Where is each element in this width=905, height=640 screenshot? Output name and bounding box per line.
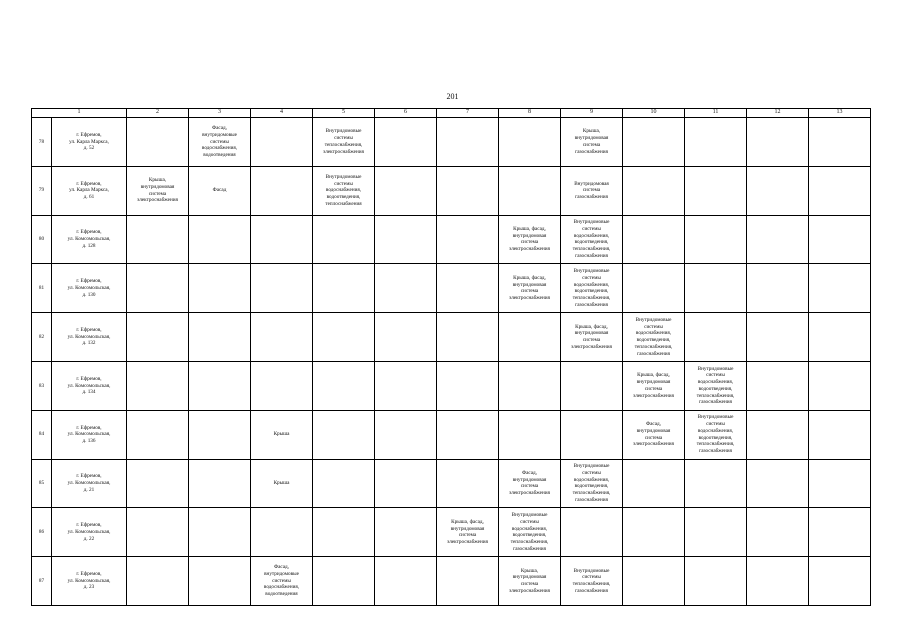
address-cell	[52, 118, 127, 167]
work-cell	[685, 118, 747, 167]
work-cell	[189, 410, 251, 459]
cell-text: г. Ефремов, ул. Комсомольская, д. 132	[67, 326, 111, 347]
table-row	[32, 313, 871, 362]
work-cell	[747, 557, 809, 606]
work-cell	[685, 264, 747, 313]
work-cell	[499, 264, 561, 313]
work-cell	[375, 508, 437, 557]
cell-text: Внутридомовые системы водоснабжения, водоотведения, теплоснабжения, газоснабжения	[696, 365, 735, 406]
cell-text: Внутридомовые системы теплоснабжения, электроснабжения	[323, 128, 364, 155]
work-cell	[313, 410, 375, 459]
column-header-3: 3	[189, 109, 251, 118]
work-cell	[809, 264, 871, 313]
work-cell	[809, 508, 871, 557]
work-cell	[375, 557, 437, 606]
repair-schedule-table	[31, 108, 871, 606]
cell-text: г. Ефремов, ул. Комсомольская, д. 22	[67, 522, 111, 542]
work-cell	[685, 166, 747, 215]
work-cell	[189, 166, 251, 215]
work-cell	[251, 215, 313, 264]
work-cell	[437, 264, 499, 313]
work-cell	[561, 215, 623, 264]
work-cell	[127, 118, 189, 167]
work-cell	[127, 361, 189, 410]
cell-text: г. Ефремов, ул. Карла Маркса, д. 52	[69, 131, 109, 152]
work-cell	[189, 118, 251, 167]
cell-text: Крыша, внутридомовая система газоснабжения	[574, 128, 609, 155]
work-cell	[189, 264, 251, 313]
page-number: 201	[446, 92, 459, 101]
cell-text: Фасад, внутридомовая система электроснабжения	[633, 421, 674, 448]
work-cell	[437, 166, 499, 215]
work-cell	[251, 118, 313, 167]
work-cell	[437, 313, 499, 362]
address-cell	[52, 361, 127, 410]
work-cell	[127, 557, 189, 606]
work-cell	[499, 361, 561, 410]
work-cell	[685, 508, 747, 557]
work-cell	[251, 557, 313, 606]
address-cell	[52, 508, 127, 557]
row-number: 87	[32, 557, 52, 606]
work-cell	[375, 215, 437, 264]
cell-text: г. Ефремов, ул. Комсомольская, д. 23	[67, 570, 111, 591]
work-cell	[375, 361, 437, 410]
work-cell	[251, 410, 313, 459]
work-cell	[251, 459, 313, 508]
work-cell	[561, 557, 623, 606]
work-cell	[685, 557, 747, 606]
column-header-10: 10	[623, 109, 685, 118]
work-cell	[561, 361, 623, 410]
table-row	[32, 410, 871, 459]
work-cell	[623, 557, 685, 606]
work-cell	[189, 313, 251, 362]
work-cell	[809, 215, 871, 264]
work-cell	[313, 118, 375, 167]
cell-text: Внутридомовые системы водоснабжения, водоотведения, теплоснабжения, газоснабжения	[696, 414, 735, 455]
row-number: 83	[32, 361, 52, 410]
work-cell	[561, 459, 623, 508]
work-cell	[127, 313, 189, 362]
work-cell	[127, 264, 189, 313]
work-cell	[313, 361, 375, 410]
work-cell	[809, 410, 871, 459]
work-cell	[375, 264, 437, 313]
work-cell	[437, 557, 499, 606]
cell-text: Крыша, внутридомовая система электроснабжения	[137, 177, 178, 204]
work-cell	[623, 459, 685, 508]
work-cell	[747, 313, 809, 362]
cell-text: Крыша, фасад, внутридомовая система электроснабжения	[447, 518, 488, 546]
column-header-4: 4	[251, 109, 313, 118]
cell-text: г. Ефремов, ул. Комсомольская, д. 128	[67, 229, 111, 249]
work-cell	[251, 264, 313, 313]
work-cell	[809, 118, 871, 167]
cell-text: Внутридомовые системы водоснабжения, водоотведения, теплоснабжения, газоснабжения	[634, 316, 673, 357]
cell-text: г. Ефремов, ул. Комсомольская, д. 136	[67, 424, 111, 445]
cell-text: Фасад, внутридомовая система электроснабжения	[509, 469, 550, 497]
column-header-11: 11	[685, 109, 747, 118]
work-cell	[499, 215, 561, 264]
work-cell	[809, 459, 871, 508]
work-cell	[561, 313, 623, 362]
work-cell	[747, 459, 809, 508]
table-row	[32, 557, 871, 606]
address-cell	[52, 459, 127, 508]
work-cell	[747, 508, 809, 557]
work-cell	[313, 508, 375, 557]
column-header-8: 8	[499, 109, 561, 118]
table-row	[32, 166, 871, 215]
work-cell	[127, 166, 189, 215]
cell-text: Крыша, фасад, внутридомовая система электроснабжения	[509, 274, 550, 302]
cell-text: Внутридомовые системы теплоснабжения, газоснабжения	[572, 567, 611, 594]
address-cell	[52, 410, 127, 459]
cell-text: Внутридомовые системы водоснабжения, водоотведения, теплоснабжения, газоснабжения	[510, 512, 549, 552]
work-cell	[561, 508, 623, 557]
table-body	[32, 118, 871, 606]
cell-text: Крыша	[273, 431, 290, 438]
cell-text: Крыша, фасад, внутридомовая система электроснабжения	[509, 225, 550, 253]
work-cell	[313, 215, 375, 264]
cell-text: г. Ефремов, ул. Комсомольская, д. 21	[67, 473, 111, 493]
column-header-9: 9	[561, 109, 623, 118]
cell-text: Крыша, внутридомовая система электроснабжения	[509, 567, 550, 594]
work-cell	[437, 459, 499, 508]
table-row	[32, 361, 871, 410]
work-cell	[623, 508, 685, 557]
row-number: 78	[32, 118, 52, 167]
work-cell	[685, 215, 747, 264]
cell-text: г. Ефремов, ул. Комсомольская, д. 130	[67, 278, 111, 298]
address-cell	[52, 166, 127, 215]
work-cell	[809, 557, 871, 606]
work-cell	[499, 410, 561, 459]
row-number: 84	[32, 410, 52, 459]
work-cell	[809, 361, 871, 410]
work-cell	[189, 361, 251, 410]
work-cell	[809, 313, 871, 362]
work-cell	[437, 118, 499, 167]
work-cell	[623, 166, 685, 215]
address-cell	[52, 264, 127, 313]
work-cell	[561, 264, 623, 313]
work-cell	[251, 166, 313, 215]
column-header-12: 12	[747, 109, 809, 118]
column-header-2: 2	[127, 109, 189, 118]
work-cell	[623, 264, 685, 313]
work-cell	[623, 118, 685, 167]
cell-text: г. Ефремов, ул. Карла Маркса, д. 61	[69, 180, 109, 201]
work-cell	[313, 313, 375, 362]
work-cell	[685, 459, 747, 508]
work-cell	[127, 508, 189, 557]
row-number: 80	[32, 215, 52, 264]
address-cell	[52, 557, 127, 606]
cell-text: Внутридомовые системы водоснабжения, водоотведения, теплоснабжения	[325, 173, 362, 207]
column-header-1: 1	[32, 109, 127, 118]
work-cell	[685, 313, 747, 362]
table-row	[32, 508, 871, 557]
work-cell	[127, 215, 189, 264]
work-cell	[685, 410, 747, 459]
work-cell	[189, 215, 251, 264]
work-cell	[747, 361, 809, 410]
cell-text: Крыша, фасад, внутридомовая система электроснабжения	[571, 323, 612, 350]
cell-text: Внутридомовые системы водоснабжения, водоотведения, теплоснабжения, газоснабжения	[572, 268, 611, 308]
work-cell	[375, 313, 437, 362]
cell-text: Крыша	[273, 480, 290, 487]
work-cell	[499, 459, 561, 508]
work-cell	[375, 118, 437, 167]
row-number: 86	[32, 508, 52, 557]
work-cell	[189, 557, 251, 606]
column-header-7: 7	[437, 109, 499, 118]
work-cell	[747, 118, 809, 167]
work-cell	[623, 313, 685, 362]
cell-text: Внутридомовые системы водоснабжения, водоотведения, теплоснабжения, газоснабжения	[572, 463, 611, 503]
row-number: 85	[32, 459, 52, 508]
row-number: 82	[32, 313, 52, 362]
work-cell	[437, 361, 499, 410]
row-number: 81	[32, 264, 52, 313]
work-cell	[499, 313, 561, 362]
column-header-6: 6	[375, 109, 437, 118]
work-cell	[561, 410, 623, 459]
header-row	[32, 109, 871, 118]
row-number: 79	[32, 166, 52, 215]
work-cell	[313, 264, 375, 313]
table-row	[32, 459, 871, 508]
work-cell	[127, 410, 189, 459]
work-cell	[747, 410, 809, 459]
work-cell	[499, 118, 561, 167]
cell-text: Крыша, фасад, внутридомовая система электроснабжения	[633, 372, 674, 399]
work-cell	[561, 166, 623, 215]
work-cell	[437, 215, 499, 264]
cell-text: Внутридомовая система газоснабжения	[574, 180, 609, 201]
work-cell	[251, 361, 313, 410]
cell-text: г. Ефремов, ул. Комсомольская, д. 134	[67, 375, 111, 396]
cell-text: Фасад	[212, 187, 227, 194]
table-row	[32, 215, 871, 264]
address-cell	[52, 215, 127, 264]
work-cell	[561, 118, 623, 167]
work-cell	[189, 508, 251, 557]
work-cell	[127, 459, 189, 508]
work-cell	[685, 361, 747, 410]
work-cell	[437, 410, 499, 459]
work-cell	[375, 166, 437, 215]
work-cell	[375, 459, 437, 508]
work-cell	[251, 313, 313, 362]
column-header-13: 13	[809, 109, 871, 118]
work-cell	[313, 557, 375, 606]
work-cell	[809, 166, 871, 215]
work-cell	[499, 166, 561, 215]
cell-text: Внутридомовые системы водоснабжения, водоотведения, теплоснабжения, газоснабжения	[572, 219, 611, 259]
cell-text: Фасад, внутридомовые системы водоснабжения, водоотведения	[263, 564, 300, 598]
table-row	[32, 264, 871, 313]
work-cell	[251, 508, 313, 557]
address-cell	[52, 313, 127, 362]
work-cell	[623, 361, 685, 410]
work-cell	[313, 166, 375, 215]
work-cell	[623, 215, 685, 264]
work-cell	[375, 410, 437, 459]
table-row	[32, 118, 871, 167]
column-header-5: 5	[313, 109, 375, 118]
work-cell	[747, 215, 809, 264]
work-cell	[747, 166, 809, 215]
work-cell	[499, 508, 561, 557]
work-cell	[437, 508, 499, 557]
work-cell	[189, 459, 251, 508]
cell-text: Фасад, внутридомовые системы водоснабжения, водоотведения	[201, 125, 238, 159]
work-cell	[747, 264, 809, 313]
work-cell	[313, 459, 375, 508]
work-cell	[499, 557, 561, 606]
work-cell	[623, 410, 685, 459]
